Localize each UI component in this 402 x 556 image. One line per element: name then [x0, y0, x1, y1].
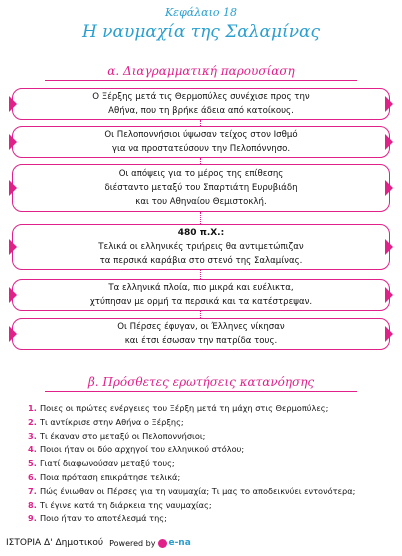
brand-logo	[158, 538, 190, 548]
flow-box-text: Τελικά οι ελληνικές τριήρεις θα αντιμετώπιζαν	[98, 242, 304, 252]
flow-box-2	[12, 126, 390, 158]
footer-subject: ΙΣΤΟΡΙΑ Δ' Δημοτικού	[6, 538, 104, 548]
list-item	[28, 430, 388, 444]
list-item	[28, 457, 388, 471]
flow-box-text: τα περσικά καράβια στο στενό της Σαλαμίνας.	[99, 256, 303, 266]
flow-box-text: Ο Ξέρξης μετά τις Θερμοπύλες συνέχισε προς την	[92, 92, 310, 102]
question-number: 7.	[28, 485, 37, 496]
footer	[6, 538, 191, 548]
page-title: Η ναυμαχία της Σαλαμίνας	[81, 22, 321, 42]
list-item	[28, 471, 388, 485]
list-item	[28, 485, 388, 499]
flow-box-text: και του Αθηναίου Θεμιστοκλή.	[135, 197, 267, 207]
list-item	[28, 416, 388, 430]
flow-box-text: Οι Πελοποννήσιοι ύψωσαν τείχος στον Ισθμό	[104, 130, 298, 140]
flow-box-1	[12, 88, 390, 120]
section-b-divider	[45, 391, 357, 392]
question-number: 6.	[28, 471, 37, 482]
question-list	[28, 402, 388, 526]
flow-box-text: χτύπησαν με ορμή τα περσικά και τα κατέστρεψαν.	[89, 297, 313, 307]
list-item	[28, 402, 388, 416]
question-text: Ποιο ήταν το αποτέλεσμά της;	[40, 513, 167, 524]
question-text: Ποιες οι πρώτες ενέργειες του Ξέρξη μετά τη μάχη στις Θερμοπύλες;	[40, 403, 329, 413]
footer-powered: Powered by	[109, 538, 156, 548]
flow-box-3	[12, 164, 390, 212]
question-number: 3.	[28, 430, 37, 441]
question-number: 5.	[28, 458, 37, 469]
question-number: 9.	[28, 513, 37, 524]
question-text: Τι έγινε κατά τη διάρκεια της ναυμαχίας;	[40, 499, 212, 510]
question-text: Ποια πρόταση επικράτησε τελικά;	[40, 471, 181, 482]
flow-box-text: Οι απόψεις για το μέρος της επίθεσης	[118, 169, 284, 179]
question-number: 8.	[28, 499, 37, 510]
flow-box-text: διέσταντο μεταξύ του Σπαρτιάτη Ευρυβιάδη	[104, 183, 298, 193]
question-number: 2.	[28, 416, 37, 427]
flow-box-5	[12, 279, 390, 311]
question-text: Ποιοι ήταν οι δύο αρχηγοί του ελληνικού στόλου;	[40, 444, 245, 455]
question-text: Πώς ένιωθαν οι Πέρσες για τη ναυμαχία; Τι μας το αποδεικνύει εντονότερα;	[40, 485, 356, 496]
flow-box-text: Οι Πέρσες έφυγαν, οι Έλληνες νίκησαν	[117, 322, 285, 332]
flow-box-date: 480 π.Χ.:	[177, 228, 225, 238]
section-a-divider	[45, 80, 357, 81]
logo-icon	[158, 539, 167, 548]
question-text: Τι αντίκρισε στην Αθήνα ο Ξέρξης;	[40, 416, 184, 427]
question-number: 4.	[28, 444, 37, 455]
list-item	[28, 443, 388, 457]
flow-connector	[200, 311, 202, 318]
question-text: Γιατί διαφωνούσαν μεταξύ τους;	[40, 458, 175, 469]
list-item	[28, 499, 388, 513]
flow-box-4	[12, 224, 390, 270]
flow-connector	[200, 212, 202, 224]
question-text: Τι έκαναν στο μεταξύ οι Πελοποννήσιοι;	[40, 430, 206, 441]
flow-box-6	[12, 318, 390, 350]
flow-box-text: Τα ελληνικά πλοία, πιο μικρά και ευέλικτα,	[108, 283, 294, 293]
section-a-heading: α. Διαγραμματική παρουσίαση	[107, 64, 295, 78]
list-item	[28, 512, 388, 526]
flow-box-text: Αθήνα, που τη βρήκε άδεια από κατοίκους.	[108, 106, 294, 116]
section-b-heading: β. Πρόσθετες ερωτήσεις κατανόησης	[87, 375, 315, 389]
logo-text: e-na	[168, 538, 191, 548]
chapter-label: Κεφάλαιο 18	[164, 6, 238, 19]
flow-connector	[200, 270, 202, 279]
flow-box-text: για να προστατεύσουν την Πελοπόννησο.	[111, 144, 291, 154]
question-number: 1.	[28, 403, 37, 413]
flow-box-text: και έτσι έσωσαν την πατρίδα τους.	[124, 336, 278, 346]
